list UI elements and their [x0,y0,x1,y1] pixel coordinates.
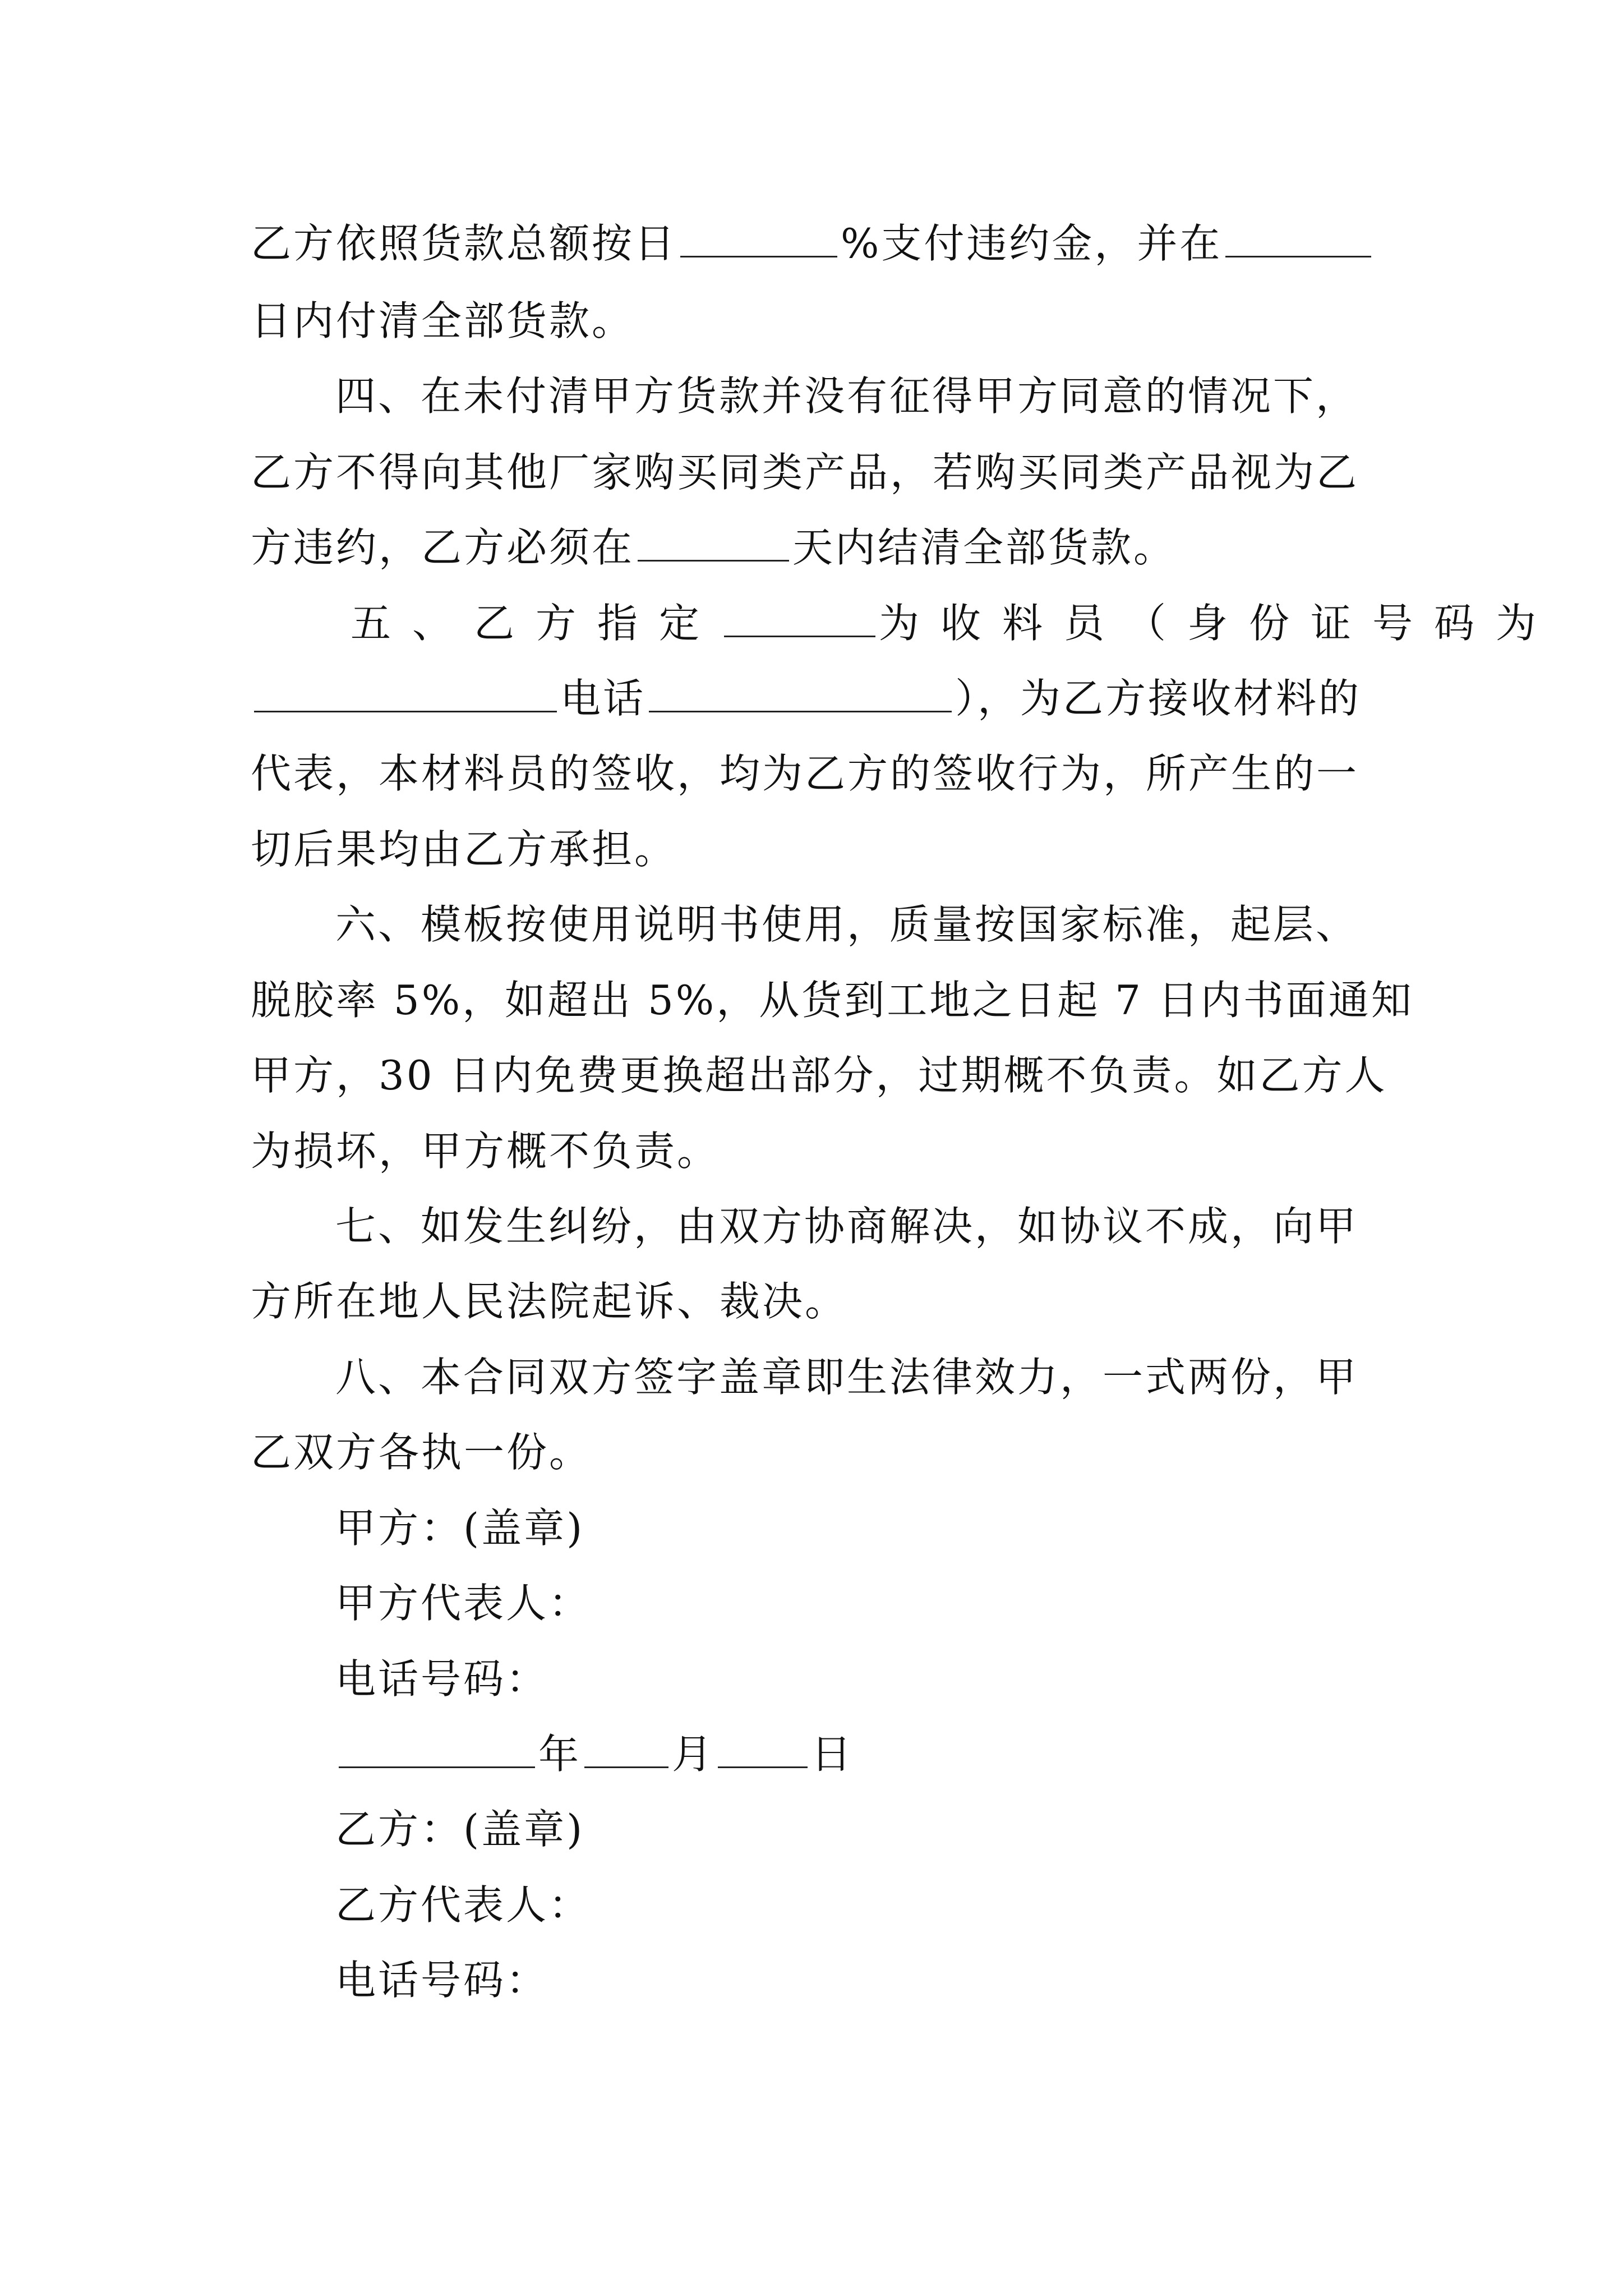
text: 为收料员（身份证号码为 [879,600,1558,647]
clause-5-line [251,749,1359,798]
clause-4-line [251,523,1176,572]
fill-in-blank [724,603,875,637]
text: 年 [538,1731,582,1778]
clause-6-line [251,976,1414,1025]
text: 方违约，乙方必须在 [251,524,635,571]
clause-7-line [335,1202,1358,1251]
text: 代表，本材料员的签收，均为乙方的签收行为，所产生的一 [251,750,1359,797]
text: 电话 [560,675,646,722]
text: 乙方：(盖章) [335,1806,585,1853]
text: 电话号码： [335,1655,549,1703]
text: 乙方代表人： [335,1881,592,1929]
fill-in-blank [680,223,837,257]
text: %支付违约金，并在 [841,220,1223,267]
fill-in-blank [254,678,557,712]
party-a-phone [335,1654,548,1704]
party-b-seal [335,1805,584,1854]
text: 为损坏，甲方概不负责。 [251,1128,720,1175]
text: 七、如发生纠纷，由双方协商解决，如协议不成，向甲 [335,1203,1359,1250]
fill-in-blank [1225,223,1371,257]
clause-5-line [251,825,677,874]
text: 电话号码： [335,1957,549,2004]
text: 方所在地人民法院起诉、裁决。 [251,1278,848,1325]
text-line [251,219,1375,268]
text: 五、乙方指定 [351,600,721,647]
text: 脱胶率 5%，如超出 5%，从货到工地之日起 7 日内书面通知 [251,977,1414,1024]
text: 甲方：(盖章) [335,1504,585,1552]
text: ），为乙方接收材料的 [955,675,1362,722]
text: 六、模板按使用说明书使用，质量按国家标准，起层、 [335,901,1359,948]
party-b-representative [335,1880,591,1930]
fill-in-blank [718,1734,808,1768]
clause-6-line [251,1051,1387,1100]
text: 天内结清全部货款。 [792,524,1177,571]
party-b-phone [335,1955,548,2005]
text: 甲方代表人： [335,1580,592,1627]
clause-5-line [251,674,1361,723]
fill-in-blank [339,1734,535,1768]
text: 四、在未付清甲方货款并没有征得甲方同意的情况下， [335,372,1359,420]
text: 乙双方各执一份。 [251,1429,592,1476]
clause-8-line [335,1352,1358,1402]
text: 乙方不得向其他厂家购买同类产品，若购买同类产品视为乙 [251,449,1359,496]
text: 乙方依照货款总额按日 [251,220,677,267]
text: 日 [811,1731,854,1778]
party-a-representative [335,1579,591,1628]
clause-8-line [251,1428,592,1477]
date-line [335,1729,854,1779]
text: 日内付清全部货款。 [251,297,635,344]
clause-7-line [251,1277,847,1326]
fill-in-blank [584,1734,668,1768]
clause-5-line [351,599,1557,648]
clause-6-line [335,900,1358,949]
clause-4-line [251,448,1359,497]
text-line [251,296,634,346]
text: 月 [672,1731,715,1778]
party-a-seal [335,1503,584,1553]
fill-in-blank [638,527,789,562]
text: 八、本合同双方签字盖章即生法律效力，一式两份，甲 [335,1354,1359,1401]
clause-4-line [335,371,1358,421]
text: 切后果均由乙方承担。 [251,826,677,873]
fill-in-blank [649,678,952,712]
clause-6-line [251,1126,720,1176]
text: 甲方，30 日内免费更换超出部分，过期概不负责。如乙方人 [251,1052,1387,1099]
